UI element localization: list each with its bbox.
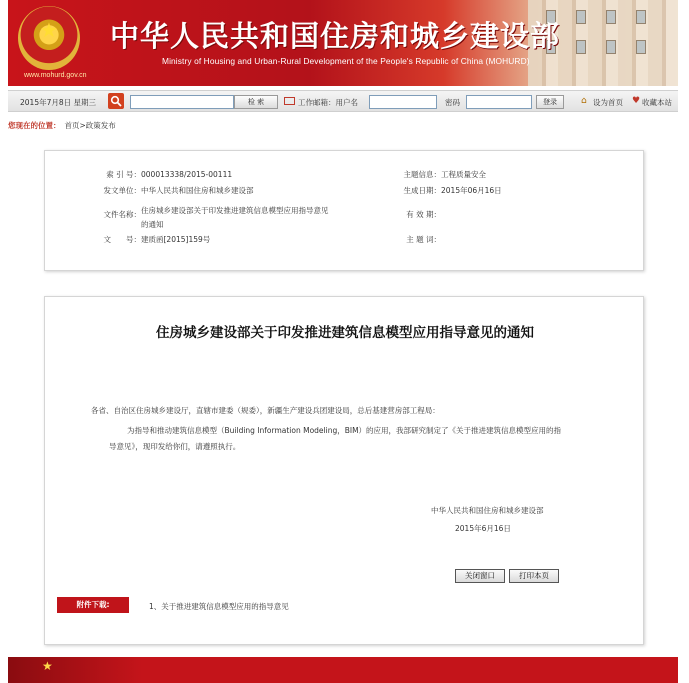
print-page-button[interactable]: 打印本页: [509, 569, 559, 583]
issuer-row: 发文单位：中华人民共和国住房和城乡建设部: [103, 186, 254, 195]
mail-username-label: 工作邮箱：用户名: [298, 98, 358, 107]
national-emblem-icon: ★: [18, 6, 80, 70]
breadcrumb: [8, 120, 116, 131]
search-icon[interactable]: [108, 93, 124, 109]
issuer-value: 中华人民共和国住房和城乡建设部: [141, 186, 254, 195]
date-value: 2015年06月16日: [441, 186, 502, 195]
index-value: 000013338/2015-00111: [141, 170, 233, 179]
date-row: 生成日期：2015年06月16日: [403, 186, 502, 195]
site-title-en: Ministry of Housing and Urban-Rural Development of the People's Republic of China (MOHURD): [162, 56, 530, 66]
document-info-panel: [44, 150, 644, 271]
attachment-link[interactable]: 1、关于推进建筑信息模型应用的指导意见: [149, 602, 289, 611]
document-title: 住房城乡建设部关于印发推进建筑信息模型应用指导意见的通知: [156, 325, 534, 341]
topic-row: 主题信息：工程质量安全: [403, 170, 486, 179]
signature: 中华人民共和国住房和城乡建设部: [431, 506, 544, 515]
attachment-header: 附件下载:: [57, 597, 129, 613]
valid-row: 有 效 期：: [406, 210, 441, 219]
set-homepage-link[interactable]: 设为首页: [593, 98, 623, 107]
breadcrumb-label: 您现在的位置：: [8, 121, 61, 130]
username-input[interactable]: [369, 95, 437, 109]
site-url[interactable]: www.mohurd.gov.cn: [24, 72, 87, 79]
mail-icon: [284, 97, 295, 105]
star-icon: ★: [42, 659, 53, 673]
add-favorite-link[interactable]: 收藏本站: [642, 98, 672, 107]
docname-value: 住房城乡建设部关于印发推进建筑信息模型应用指导意见 的通知: [141, 206, 329, 229]
header-banner: [8, 0, 678, 86]
index-row: 索 引 号：000013338/2015-00111: [106, 170, 233, 179]
footer-bar: [8, 657, 678, 683]
current-date: 2015年7月8日 星期三: [20, 98, 97, 107]
site-title: 中华人民共和国住房和城乡建设部: [110, 19, 561, 53]
password-input[interactable]: [466, 95, 532, 109]
breadcrumb-path[interactable]: 首页>政策发布: [64, 121, 116, 130]
search-input[interactable]: [130, 95, 234, 109]
close-window-button[interactable]: 关闭窗口: [455, 569, 505, 583]
keyword-row: 主 题 词：: [406, 235, 441, 244]
favorite-icon: ♥: [632, 96, 641, 106]
document-body-panel: [44, 296, 644, 645]
top-toolbar: [8, 90, 678, 112]
topic-value: 工程质量安全: [441, 170, 486, 179]
body-paragraph-2: 导意见》，现印发给你们，请遵照执行。: [109, 442, 241, 451]
docno-row: 文 号：建质函[2015]159号: [103, 235, 211, 244]
sign-date: 2015年6月16日: [455, 524, 511, 533]
home-icon: ⌂: [581, 96, 587, 106]
salutation: 各省、自治区住房城乡建设厅，直辖市建委（规委），新疆生产建设兵团建设局，总后基建营房部工程局：: [91, 406, 440, 415]
body-paragraph-1: 为指导和推动建筑信息模型（Building Information Modeling，BIM）的应用，我部研究制定了《关于推进建筑信息模型应用的指: [127, 426, 562, 435]
search-button[interactable]: 检 索: [234, 95, 278, 109]
docname-row: 文件名称：住房城乡建设部关于印发推进建筑信息模型应用指导意见 的通知: [93, 204, 329, 232]
docno-value: 建质函[2015]159号: [141, 235, 211, 244]
password-label: 密码: [445, 98, 460, 107]
login-button[interactable]: 登录: [536, 95, 564, 109]
